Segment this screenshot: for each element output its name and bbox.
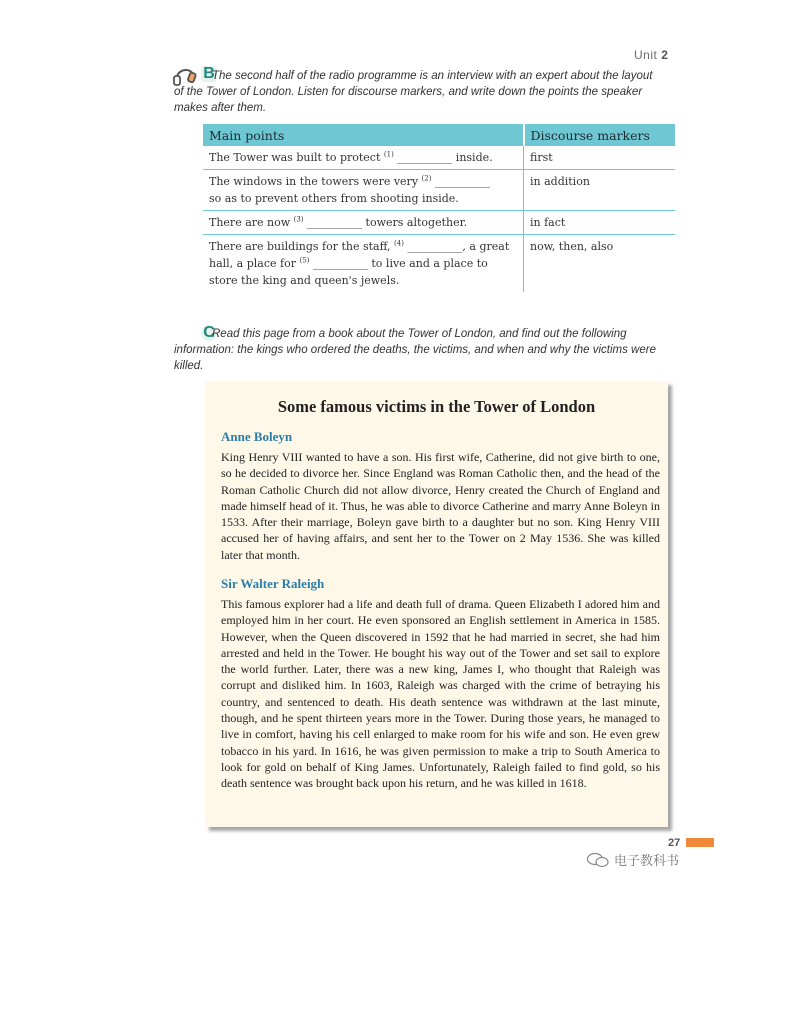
table-row [203, 170, 675, 211]
blank-3-number: (3) [293, 215, 304, 224]
task-b-letter: B [201, 66, 217, 82]
task-b-instructions [174, 68, 660, 116]
main-point-2 [203, 170, 524, 211]
row3-pre: There are now [209, 216, 294, 229]
row4-line3: store the king and queen's jewels. [209, 274, 400, 287]
row4-line2a: hall, a place for [209, 257, 300, 270]
page-number-bar [686, 838, 714, 847]
marker-3: in fact [524, 211, 676, 235]
table-row [203, 235, 675, 293]
watermark-text: 电子教科书 [614, 853, 680, 868]
row4-blank[interactable]: __________, a great [403, 240, 510, 253]
section-heading-walter-raleigh: Sir Walter Raleigh [221, 576, 325, 591]
col-discourse-markers: Discourse markers [524, 124, 676, 146]
row1-blank[interactable]: __________ inside. [393, 151, 493, 164]
unit-number: 2 [661, 48, 669, 62]
blank-5-number: (5) [299, 256, 310, 265]
table-row [203, 211, 675, 235]
wechat-icon [586, 852, 610, 868]
marker-1: first [524, 146, 676, 170]
table-row [203, 146, 675, 170]
marker-4: now, then, also [524, 235, 676, 293]
col-main-points: Main points [203, 124, 524, 146]
row2-line2: so as to prevent others from shooting inside. [209, 192, 459, 205]
section-text-walter-raleigh: This famous explorer had a life and death full of drama. Queen Elizabeth I adored him and employed him in her court. He even sponsored an English settlement in America in 1585. However, when the Queen discovered in 1592 that he had married in secret, she had him arrested and held in the Tower. He bought his way out of the Tower and set sail to explore the world further. Later, there was a new king, James I, who thought that Raleigh was corrupt and disliked him. In 1603, Raleigh was charged with the crime of betraying his country, and sentenced to death. His death sentence was withdrawn at the last minute, though, and he spent thirteen years more in the Tower. During those years, he managed to live in comfort, having his cell enlarged to make room for his wife and son. He even grew tobacco in his yard. In 1616, he was given permission to make a trip to South America to look for gold on behalf of King James. Unfortunately, Raleigh failed to find gold, so his death sentence was brought back upon his return, and he was killed in 1618. [221, 597, 660, 791]
blank-4-number: (4) [394, 239, 404, 248]
page-number: 27 [668, 837, 681, 849]
main-points-table [203, 124, 675, 292]
main-point-4 [203, 235, 524, 293]
reading-passage [205, 381, 668, 827]
row3-blank[interactable]: __________ towers altogether. [303, 216, 468, 229]
task-c-text: Read this page from a book about the Tower of London, and find out the following information: the kings who ordered the deaths, the victims, and when and why the victims were killed. [174, 328, 656, 372]
marker-2: in addition [524, 170, 676, 211]
section-heading-anne-boleyn: Anne Boleyn [221, 429, 293, 444]
watermark [586, 850, 679, 869]
blank-2-number: (2) [421, 174, 432, 183]
row4-pre: There are buildings for the staff, [209, 240, 395, 253]
main-point-3 [203, 211, 524, 235]
unit-label [634, 48, 668, 62]
unit-word: Unit [634, 48, 658, 62]
row4-blank5[interactable]: __________ to live and a place to [309, 257, 488, 270]
row2-blank[interactable]: __________ [431, 175, 490, 188]
task-c-instructions [174, 326, 660, 374]
task-b-text: The second half of the radio programme is an interview with an expert about the layout of the Tower of London. Listen for discourse markers, and write down the points the speaker makes after them. [174, 70, 653, 114]
row2-pre: The windows in the towers were very [209, 175, 422, 188]
task-c-letter: C [201, 325, 217, 341]
table-header-row [203, 124, 675, 146]
main-point-1 [203, 146, 524, 170]
row1-pre: The Tower was built to protect [209, 151, 384, 164]
section-text-anne-boleyn: King Henry VIII wanted to have a son. His first wife, Catherine, did not give birth to one, so he decided to divorce her. Since England was Roman Catholic then, and the head of the Roman Catholic Church did not allow divorce, Henry created the Church of England and made himself head of it. Thus, he was able to divorce Catherine and marry Anne Boleyn in 1533. After their marriage, Boleyn gave birth to a daughter but no son. King Henry VIII accused her of having affairs, and sent her to the Tower on 2 May 1536. She was killed later that month. [221, 450, 660, 562]
blank-1-number: (1) [383, 150, 394, 159]
reading-title: Some famous victims in the Tower of London [277, 397, 596, 416]
